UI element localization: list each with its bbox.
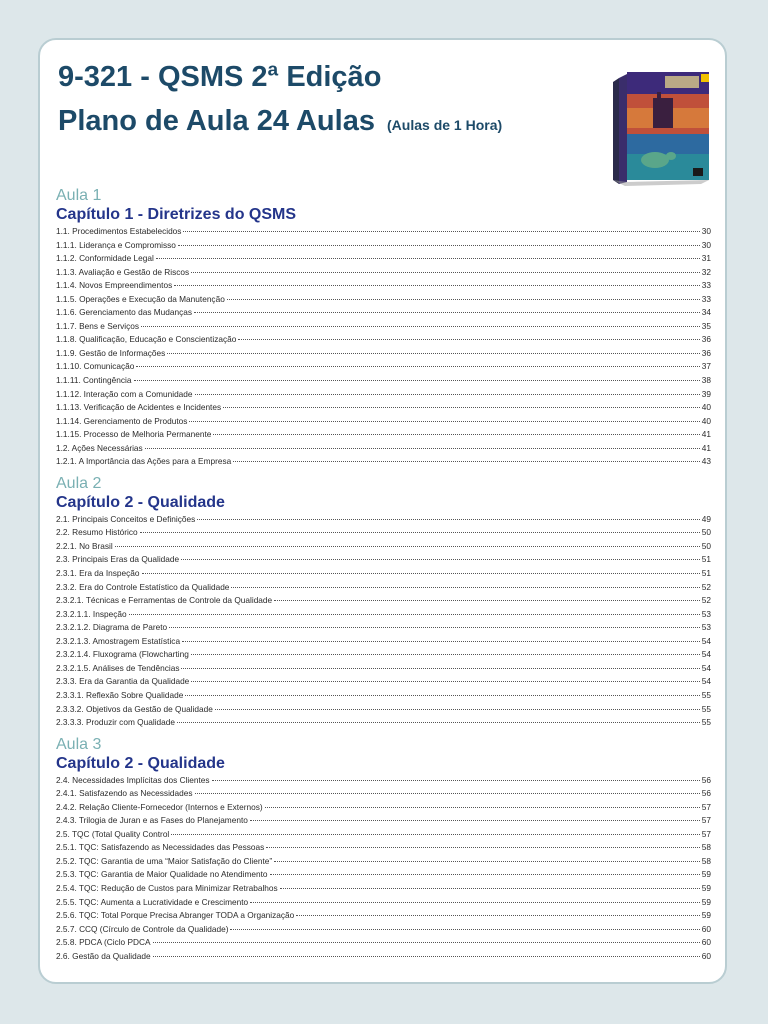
dot-leader [238,339,699,340]
toc-entry-title: 1.1.12. Interação com a Comunidade [56,388,193,399]
toc-entry-title: 1.1.15. Processo de Melhoria Permanente [56,429,212,440]
dot-leader [153,956,700,957]
toc-entry [56,608,711,622]
dot-leader [215,709,700,710]
toc-entry-page: 50 [701,540,711,551]
toc-entry-title: 1.1.14. Gerenciamento de Produtos [56,415,188,426]
dot-leader [195,394,700,395]
toc-entry [56,882,711,896]
toc-entry [56,828,711,842]
dot-leader [185,695,699,696]
toc-entry-title: 2.5.7. CCQ (Círculo de Controle da Qualidade) [56,923,229,934]
toc-entry-page: 36 [701,347,711,358]
toc-entry-title: 2.3.2.1.3. Amostragem Estatística [56,635,181,646]
toc-entry-page: 57 [701,828,711,839]
lesson-heading: Aula 2 [56,474,102,492]
toc-entry-title: 2.3.2.1. Técnicas e Ferramentas de Controle da Qualidade [56,595,273,606]
toc-entry-page: 39 [701,388,711,399]
dot-leader [233,461,700,462]
document-subtitle [58,104,502,142]
dot-leader [182,641,700,642]
toc-entry-page: 34 [701,307,711,318]
dot-leader [195,793,700,794]
toc-entry-page: 41 [701,442,711,453]
dot-leader [142,573,700,574]
toc-entry-title: 2.5.6. TQC: Total Porque Precisa Abranger TODA a Organização [56,910,295,921]
toc-entry-title: 2.5.8. PDCA (Ciclo PDCA [56,937,151,948]
toc-entry-page: 56 [701,788,711,799]
lesson-plan-title: Plano de Aula 24 Aulas [58,105,375,137]
toc-entry [56,306,711,320]
toc-entry-title: 2.2.1. No Brasil [56,540,113,551]
toc-entry-page: 30 [701,226,711,236]
dot-leader [129,614,700,615]
toc-entry [56,774,711,788]
toc-entry [56,814,711,828]
toc-entry-title: 2.4.3. Trilogia de Juran e as Fases do Planejamento [56,815,248,826]
toc-entry [56,581,711,595]
toc-entry-page: 60 [701,923,711,934]
toc-entry-page: 30 [701,239,711,250]
toc-entry-page: 59 [701,882,711,893]
toc-entry-title: 2.3.3. Era da Garantia da Qualidade [56,676,190,687]
toc-entry-title: 2.2. Resumo Histórico [56,527,138,538]
toc-entry-title: 2.5.5. TQC: Aumenta a Lucratividade e Crescimento [56,896,249,907]
toc-entry [56,689,711,703]
toc-entry-title: 1.1.6. Gerenciamento das Mudanças [56,307,193,318]
toc-entry-page: 49 [701,513,711,524]
dot-leader [177,722,700,723]
dot-leader [213,434,699,435]
dot-leader [174,285,700,286]
toc-entry-title: 2.5.3. TQC: Garantia de Maior Qualidade no Atendimento [56,869,268,880]
toc-entry-title: 1.1.3. Avaliação e Gestão de Riscos [56,266,190,277]
toc-entry-page: 37 [701,361,711,372]
toc-entry [56,703,711,717]
dot-leader [181,668,699,669]
dot-leader [181,559,700,560]
toc-entry-title: 2.3.2.1.5. Análises de Tendências [56,662,180,673]
toc-entry-title: 1.1.10. Comunicação [56,361,135,372]
toc-entry [56,540,711,554]
chapter-heading: Capítulo 2 - Qualidade [56,493,225,511]
dot-leader [296,915,699,916]
toc-entry-page: 52 [701,581,711,592]
toc-entry-title: 2.3. Principais Eras da Qualidade [56,554,180,565]
toc-entry-page: 59 [701,910,711,921]
toc-entry [56,401,711,415]
toc-entry [56,923,711,937]
toc-entry [56,675,711,689]
toc-entry-title: 1.1. Procedimentos Estabelecidos [56,226,182,236]
dot-leader [171,834,699,835]
toc-entry-page: 53 [701,608,711,619]
toc-entry [56,252,711,266]
toc-entry [56,415,711,429]
toc-entry-page: 53 [701,622,711,633]
toc-entry [56,594,711,608]
toc-entry [56,648,711,662]
toc-entry-title: 2.3.2. Era do Controle Estatístico da Qualidade [56,581,230,592]
dot-leader [265,807,700,808]
dot-leader [230,929,699,930]
dot-leader [197,519,699,520]
toc-entry-title: 1.1.11. Contingência [56,375,132,386]
toc-entry-page: 52 [701,595,711,606]
toc-entry-page: 56 [701,774,711,785]
toc-entry-page: 54 [701,649,711,660]
dot-leader [136,366,699,367]
toc-entry-title: 2.3.2.1.2. Diagrama de Pareto [56,622,168,633]
document-card [38,38,727,984]
toc-entry-title: 1.2. Ações Necessárias [56,442,143,453]
toc-entry-page: 58 [701,855,711,866]
toc-entry-title: 2.3.3.3. Produzir com Qualidade [56,717,175,728]
toc-entry [56,388,711,402]
document-title: 9-321 - QSMS 2ª Edição [58,61,382,93]
toc-entry [56,855,711,869]
toc-entry-title: 1.1.9. Gestão de Informações [56,347,166,358]
toc-entry-page: 60 [701,937,711,948]
toc-entry-page: 32 [701,266,711,277]
toc-entry-page: 59 [701,869,711,880]
toc-entry [56,428,711,442]
toc-entry [56,635,711,649]
toc-entry-page: 54 [701,635,711,646]
toc-entry [56,266,711,280]
toc-entry-page: 40 [701,415,711,426]
toc-entry [56,553,711,567]
toc-entry-page: 54 [701,662,711,673]
toc-entry-page: 43 [701,456,711,467]
toc-entry [56,787,711,801]
dot-leader [191,681,699,682]
dot-leader [156,258,700,259]
toc-entry [56,333,711,347]
toc-entry [56,909,711,923]
toc-entry-title: 1.1.13. Verificação de Acidentes e Incidentes [56,402,222,413]
dot-leader [153,942,700,943]
toc-entry-page: 51 [701,568,711,579]
toc-entry-page: 38 [701,375,711,386]
dot-leader [134,380,700,381]
toc-entry-page: 40 [701,402,711,413]
toc-entry-page: 33 [701,293,711,304]
dot-leader [167,353,699,354]
dot-leader [191,654,700,655]
toc-entry-title: 2.4. Necessidades Implícitas dos Clientes [56,774,210,785]
toc-entry-page: 55 [701,689,711,700]
dot-leader [189,421,699,422]
toc-entry [56,360,711,374]
toc-entry [56,841,711,855]
toc-entry-title: 1.1.8. Qualificação, Educação e Conscientização [56,334,237,345]
dot-leader [250,902,700,903]
toc-entry-page: 54 [701,676,711,687]
toc-entry [56,347,711,361]
toc-entry-page: 31 [701,253,711,264]
lesson-section [56,474,711,730]
lesson-heading: Aula 1 [56,187,102,204]
lesson-duration-note: (Aulas de 1 Hora) [387,117,503,133]
toc-entry [56,936,711,950]
toc-entry-page: 59 [701,896,711,907]
toc-entry [56,896,711,910]
toc-entry [56,320,711,334]
dot-leader [223,407,700,408]
toc-entry [56,716,711,730]
dot-leader [141,326,700,327]
toc-entry-page: 57 [701,801,711,812]
chapter-heading: Capítulo 2 - Qualidade [56,754,225,772]
toc-entry-title: 2.4.2. Relação Cliente-Fornecedor (Internos e Externos) [56,801,263,812]
toc-entry-title: 1.1.4. Novos Empreendimentos [56,280,173,291]
dot-leader [178,245,700,246]
toc-entry-title: 1.1.2. Conformidade Legal [56,253,154,264]
dot-leader [169,627,700,628]
toc-entry [56,513,711,527]
dot-leader [274,600,700,601]
dot-leader [270,874,700,875]
dot-leader [266,847,699,848]
dot-leader [194,312,700,313]
toc-entry-title: 2.5.1. TQC: Satisfazendo as Necessidades das Pessoas [56,842,265,853]
toc-entry-page: 41 [701,429,711,440]
lesson-heading: Aula 3 [56,735,102,753]
toc-entry-title: 2.5.2. TQC: Garantia de uma “Maior Satisfação do Cliente” [56,855,273,866]
toc-entry [56,621,711,635]
toc-entry [56,567,711,581]
toc-entry-title: 1.1.7. Bens e Serviços [56,320,140,331]
toc-entry [56,868,711,882]
toc-entry-page: 55 [701,717,711,728]
toc-entry-page: 58 [701,842,711,853]
toc-entry-page: 35 [701,320,711,331]
toc-entry-page: 57 [701,815,711,826]
toc-entry-title: 1.2.1. A Importância das Ações para a Empresa [56,456,232,467]
toc-entry [56,526,711,540]
dot-leader [227,299,700,300]
toc-entry-title: 2.5.4. TQC: Redução de Custos para Minimizar Retrabalhos [56,882,278,893]
toc-entry [56,374,711,388]
chapter-heading: Capítulo 1 - Diretrizes do QSMS [56,206,297,223]
toc-entry [56,293,711,307]
toc-entry-title: 2.6. Gestão da Qualidade [56,950,151,961]
dot-leader [250,820,700,821]
dot-leader [140,532,700,533]
table-of-contents [56,186,711,968]
lesson-section [56,735,711,964]
toc-entry-page: 51 [701,554,711,565]
toc-entry-page: 60 [701,950,711,961]
toc-entry [56,662,711,676]
dot-leader [115,546,700,547]
toc-entry-title: 1.1.5. Operações e Execução da Manutenção [56,293,225,304]
toc-entry-title: 2.3.2.1.1. Inspeção [56,608,127,619]
toc-entry-page: 33 [701,280,711,291]
toc-entry-title: 2.3.3.1. Reflexão Sobre Qualidade [56,689,184,700]
toc-entry-page: 50 [701,527,711,538]
toc-entry-title: 2.3.2.1.4. Fluxograma (Flowcharting [56,649,189,660]
toc-entry [56,225,711,239]
dot-leader [191,272,700,273]
toc-entry [56,279,711,293]
toc-entry-title: 2.1. Principais Conceitos e Definições [56,513,196,524]
toc-entry-title: 1.1.1. Liderança e Compromisso [56,239,176,250]
toc-entry [56,442,711,456]
dot-leader [212,780,700,781]
dot-leader [231,587,699,588]
dot-leader [145,448,700,449]
toc-entry [56,801,711,815]
dot-leader [274,861,700,862]
toc-entry [56,950,711,964]
toc-entry-title: 2.3.1. Era da Inspeção [56,568,140,579]
dot-leader [280,888,700,889]
toc-entry-page: 55 [701,703,711,714]
toc-entry [56,239,711,253]
toc-entry [56,455,711,469]
dot-leader [183,231,699,232]
toc-entry-title: 2.3.3.2. Objetivos da Gestão de Qualidade [56,703,213,714]
book-cover-image [605,68,715,186]
toc-entry-page: 36 [701,334,711,345]
lesson-section [56,186,711,469]
toc-entry-title: 2.5. TQC (Total Quality Control [56,828,170,839]
toc-entry-title: 2.4.1. Satisfazendo as Necessidades [56,788,193,799]
